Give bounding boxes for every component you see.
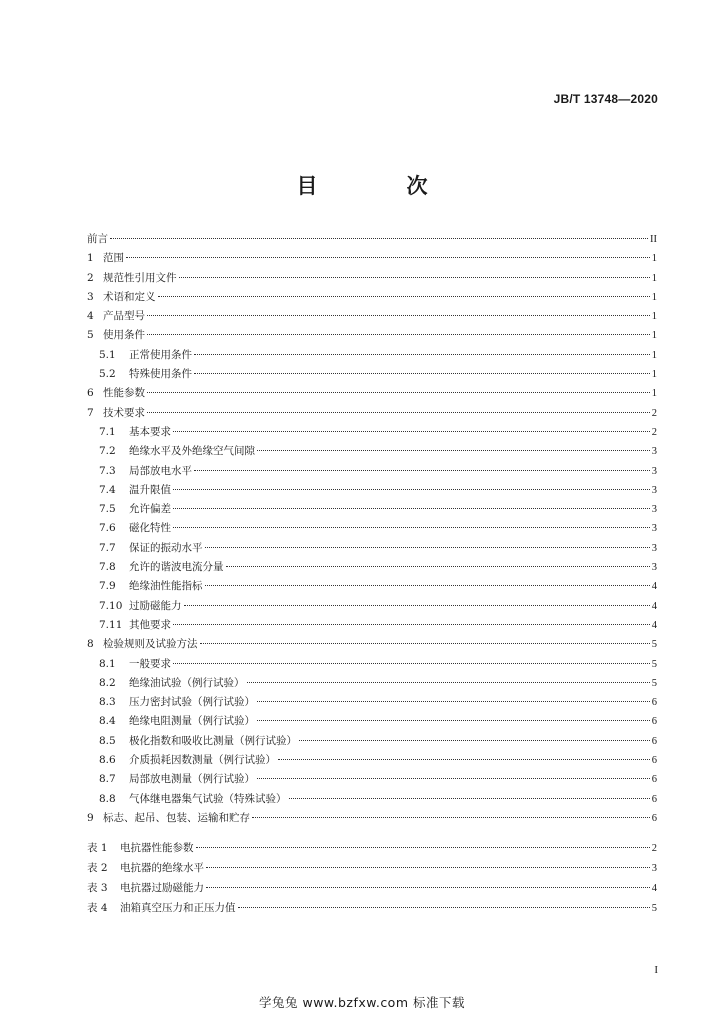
page-title: 目 次 — [296, 174, 462, 198]
dot-leader — [289, 798, 650, 799]
toc-entry[interactable] — [87, 790, 657, 809]
toc-entry-page: 5 — [651, 639, 657, 651]
toc-entry[interactable] — [87, 365, 657, 384]
toc-entry[interactable] — [87, 597, 657, 616]
toc-entry-number: 表 2 — [87, 862, 108, 874]
toc-entry[interactable] — [87, 712, 657, 731]
toc-entry[interactable] — [87, 423, 657, 442]
toc-entry-page: 3 — [651, 523, 657, 535]
list-of-tables — [87, 838, 657, 918]
toc-entry-label: 绝缘电阻测量（例行试验） — [129, 715, 255, 728]
toc-entry-page: 2 — [651, 407, 657, 419]
toc-entry-label: 局部放电水平 — [129, 464, 192, 477]
toc-entry-number: 表 1 — [87, 842, 108, 854]
toc-entry[interactable] — [87, 674, 657, 693]
dot-leader — [126, 257, 650, 258]
toc-entry-number: 8.8 — [99, 792, 116, 805]
toc-entry-page: 6 — [651, 793, 657, 805]
standard-code: JB/T 13748—2020 — [553, 92, 658, 106]
toc-entry[interactable] — [87, 539, 657, 558]
toc-entry-page: II — [650, 234, 657, 245]
toc-entry-label: 范围 — [103, 252, 124, 265]
toc-entry-number: 7.4 — [99, 483, 116, 496]
toc-entry[interactable] — [87, 269, 657, 288]
toc-entry-page: 4 — [651, 883, 657, 894]
toc-entry-label: 性能参数 — [103, 387, 145, 400]
dot-leader — [206, 887, 650, 888]
toc-entry-label: 允许偏差 — [129, 503, 171, 516]
toc-entry-number: 8.7 — [99, 773, 116, 786]
toc-entry-label: 压力密封试验（例行试验） — [129, 696, 255, 709]
toc-entry[interactable] — [87, 751, 657, 770]
toc-entry-number: 7.1 — [99, 425, 116, 438]
toc-entry-page: 4 — [651, 581, 657, 593]
toc-entry-label: 使用条件 — [103, 329, 145, 342]
toc-entry[interactable] — [87, 635, 657, 654]
dot-leader — [194, 470, 650, 471]
toc-entry-number: 8.3 — [99, 696, 116, 709]
dot-leader — [257, 450, 650, 451]
toc-entry-number: 7.3 — [99, 464, 116, 477]
toc-entry-page: 1 — [651, 388, 657, 400]
dot-leader — [173, 663, 650, 664]
dot-leader — [247, 682, 650, 683]
dot-leader — [173, 508, 650, 509]
toc-entry-label: 产品型号 — [103, 310, 145, 323]
dot-leader — [110, 238, 648, 239]
dot-leader — [205, 585, 650, 586]
toc-entry-number: 8 — [87, 638, 94, 651]
toc-entry-number: 1 — [87, 252, 94, 265]
dot-leader — [173, 431, 650, 432]
dot-leader — [299, 740, 650, 741]
toc-entry-number: 5.2 — [99, 368, 116, 381]
toc-entry-number: 2 — [87, 271, 94, 284]
toc-entry-page: 3 — [651, 562, 657, 574]
toc-entry-number: 6 — [87, 387, 94, 400]
toc-entry-number: 3 — [87, 290, 94, 303]
dot-leader — [196, 847, 650, 848]
toc-entry-label: 前言 — [87, 233, 108, 245]
toc-entry-page: 5 — [651, 677, 657, 689]
toc-entry-page: 3 — [651, 542, 657, 554]
toc-entry-page: 5 — [651, 903, 657, 914]
toc-entry-page: 1 — [651, 369, 657, 381]
dot-leader — [200, 643, 650, 644]
toc-entry-page: 1 — [651, 291, 657, 303]
dot-leader — [158, 296, 650, 297]
toc-entry-page: 6 — [651, 812, 657, 824]
toc-entry-label: 电抗器性能参数 — [120, 842, 194, 854]
dot-leader — [206, 867, 650, 868]
toc-entry[interactable] — [87, 693, 657, 712]
toc-entry[interactable] — [87, 500, 657, 519]
dot-leader — [252, 817, 650, 818]
toc-entry-page: 6 — [651, 697, 657, 709]
toc-entry-page: 1 — [651, 253, 657, 265]
page-number: I — [654, 964, 658, 976]
toc-entry-page: 4 — [651, 619, 657, 631]
dot-leader — [173, 527, 650, 528]
dot-leader — [226, 566, 650, 567]
toc-entry-label: 一般要求 — [129, 657, 171, 670]
dot-leader — [173, 489, 650, 490]
toc-entry[interactable] — [87, 838, 657, 858]
toc-entry-label: 技术要求 — [103, 406, 145, 419]
toc-entry-page: 2 — [651, 843, 657, 854]
toc-entry-number: 5.1 — [99, 348, 116, 361]
toc-entry-number: 8.6 — [99, 754, 116, 767]
toc-entry-page: 6 — [651, 755, 657, 767]
table-of-contents — [87, 230, 657, 828]
toc-entry-label: 电抗器过励磁能力 — [120, 882, 204, 894]
toc-entry[interactable] — [87, 481, 657, 500]
dot-leader — [257, 701, 650, 702]
toc-entry-label: 油箱真空压力和正压力值 — [120, 902, 236, 914]
toc-entry-number: 8.2 — [99, 676, 116, 689]
toc-entry[interactable] — [87, 858, 657, 878]
toc-entry-page: 3 — [651, 863, 657, 874]
dot-leader — [194, 373, 650, 374]
toc-entry-label: 过励磁能力 — [129, 599, 182, 612]
toc-entry-label: 检验规则及试验方法 — [103, 638, 198, 651]
toc-entry-number: 7.8 — [99, 561, 116, 574]
toc-entry-page: 3 — [651, 465, 657, 477]
toc-entry-number: 8.4 — [99, 715, 116, 728]
toc-entry[interactable] — [87, 616, 657, 635]
toc-entry-label: 绝缘油试验（例行试验） — [129, 676, 245, 689]
toc-entry-label: 保证的振动水平 — [129, 541, 203, 554]
dot-leader — [147, 392, 650, 393]
toc-entry-label: 标志、起吊、包装、运输和贮存 — [103, 811, 250, 824]
toc-entry-label: 温升限值 — [129, 483, 171, 496]
toc-entry-label: 特殊使用条件 — [129, 368, 192, 381]
toc-entry-page: 4 — [651, 600, 657, 612]
dot-leader — [147, 315, 650, 316]
toc-entry[interactable] — [87, 462, 657, 481]
footer-watermark-text: 学兔兔 www.bzfxw.com 标准下载 — [259, 995, 465, 1010]
toc-entry-number: 7 — [87, 406, 94, 419]
dot-leader — [179, 277, 650, 278]
toc-entry[interactable] — [87, 288, 657, 307]
toc-entry-number: 7.11 — [99, 618, 123, 631]
dot-leader — [147, 412, 650, 413]
dot-leader — [278, 759, 650, 760]
toc-entry[interactable] — [87, 326, 657, 345]
toc-entry[interactable] — [87, 384, 657, 403]
toc-entry-page: 6 — [651, 735, 657, 747]
toc-entry-label: 正常使用条件 — [129, 348, 192, 361]
dot-leader — [205, 547, 650, 548]
toc-entry[interactable] — [87, 770, 657, 789]
toc-entry-page: 1 — [651, 330, 657, 342]
toc-entry-label: 术语和定义 — [103, 290, 156, 303]
toc-entry-number: 8.1 — [99, 657, 116, 670]
toc-entry[interactable] — [87, 558, 657, 577]
toc-entry[interactable] — [87, 442, 657, 461]
toc-entry[interactable] — [87, 307, 657, 326]
toc-entry-page: 3 — [651, 446, 657, 458]
dot-leader — [238, 907, 650, 908]
toc-entry[interactable] — [87, 577, 657, 596]
toc-entry-label: 基本要求 — [129, 425, 171, 438]
toc-entry-page: 3 — [651, 484, 657, 496]
dot-leader — [173, 624, 650, 625]
toc-entry[interactable] — [87, 519, 657, 538]
toc-entry-number: 7.2 — [99, 445, 116, 458]
toc-entry[interactable] — [87, 404, 657, 423]
toc-entry-page: 1 — [651, 349, 657, 361]
toc-entry-number: 7.10 — [99, 599, 123, 612]
toc-entry[interactable] — [87, 898, 657, 918]
toc-entry-label: 极化指数和吸收比测量（例行试验） — [129, 734, 297, 747]
dot-leader — [257, 778, 650, 779]
toc-entry[interactable] — [87, 346, 657, 365]
toc-entry[interactable] — [87, 655, 657, 674]
toc-entry-number: 9 — [87, 811, 94, 824]
toc-entry-number: 7.6 — [99, 522, 116, 535]
dot-leader — [194, 354, 650, 355]
toc-entry-page: 6 — [651, 774, 657, 786]
toc-entry[interactable] — [87, 878, 657, 898]
toc-entry-label: 其他要求 — [129, 618, 171, 631]
toc-entry-label: 绝缘水平及外绝缘空气间隙 — [129, 445, 255, 458]
toc-entry-page: 3 — [651, 504, 657, 516]
toc-entry[interactable] — [87, 809, 657, 828]
dot-leader — [184, 605, 650, 606]
toc-entry[interactable] — [87, 732, 657, 751]
toc-entry-page: 6 — [651, 716, 657, 728]
toc-entry-label: 磁化特性 — [129, 522, 171, 535]
toc-entry-number: 表 4 — [87, 902, 108, 914]
toc-entry-number: 表 3 — [87, 882, 108, 894]
toc-entry-page: 5 — [651, 658, 657, 670]
toc-entry[interactable] — [87, 230, 657, 249]
toc-entry-number: 7.9 — [99, 580, 116, 593]
toc-entry[interactable] — [87, 249, 657, 268]
toc-entry-number: 7.7 — [99, 541, 116, 554]
toc-entry-page: 2 — [651, 426, 657, 438]
toc-entry-label: 气体继电器集气试验（特殊试验） — [129, 792, 287, 805]
toc-entry-label: 绝缘油性能指标 — [129, 580, 203, 593]
dot-leader — [147, 334, 650, 335]
toc-entry-number: 7.5 — [99, 503, 116, 516]
toc-entry-page: 1 — [651, 311, 657, 323]
toc-entry-label: 局部放电测量（例行试验） — [129, 773, 255, 786]
toc-entry-page: 1 — [651, 272, 657, 284]
toc-entry-label: 允许的谐波电流分量 — [129, 561, 224, 574]
toc-entry-label: 介质损耗因数测量（例行试验） — [129, 754, 276, 767]
toc-entry-number: 5 — [87, 329, 94, 342]
toc-entry-label: 规范性引用文件 — [103, 271, 177, 284]
toc-entry-number: 4 — [87, 310, 94, 323]
toc-entry-number: 8.5 — [99, 734, 116, 747]
toc-entry-label: 电抗器的绝缘水平 — [120, 862, 204, 874]
dot-leader — [257, 720, 650, 721]
